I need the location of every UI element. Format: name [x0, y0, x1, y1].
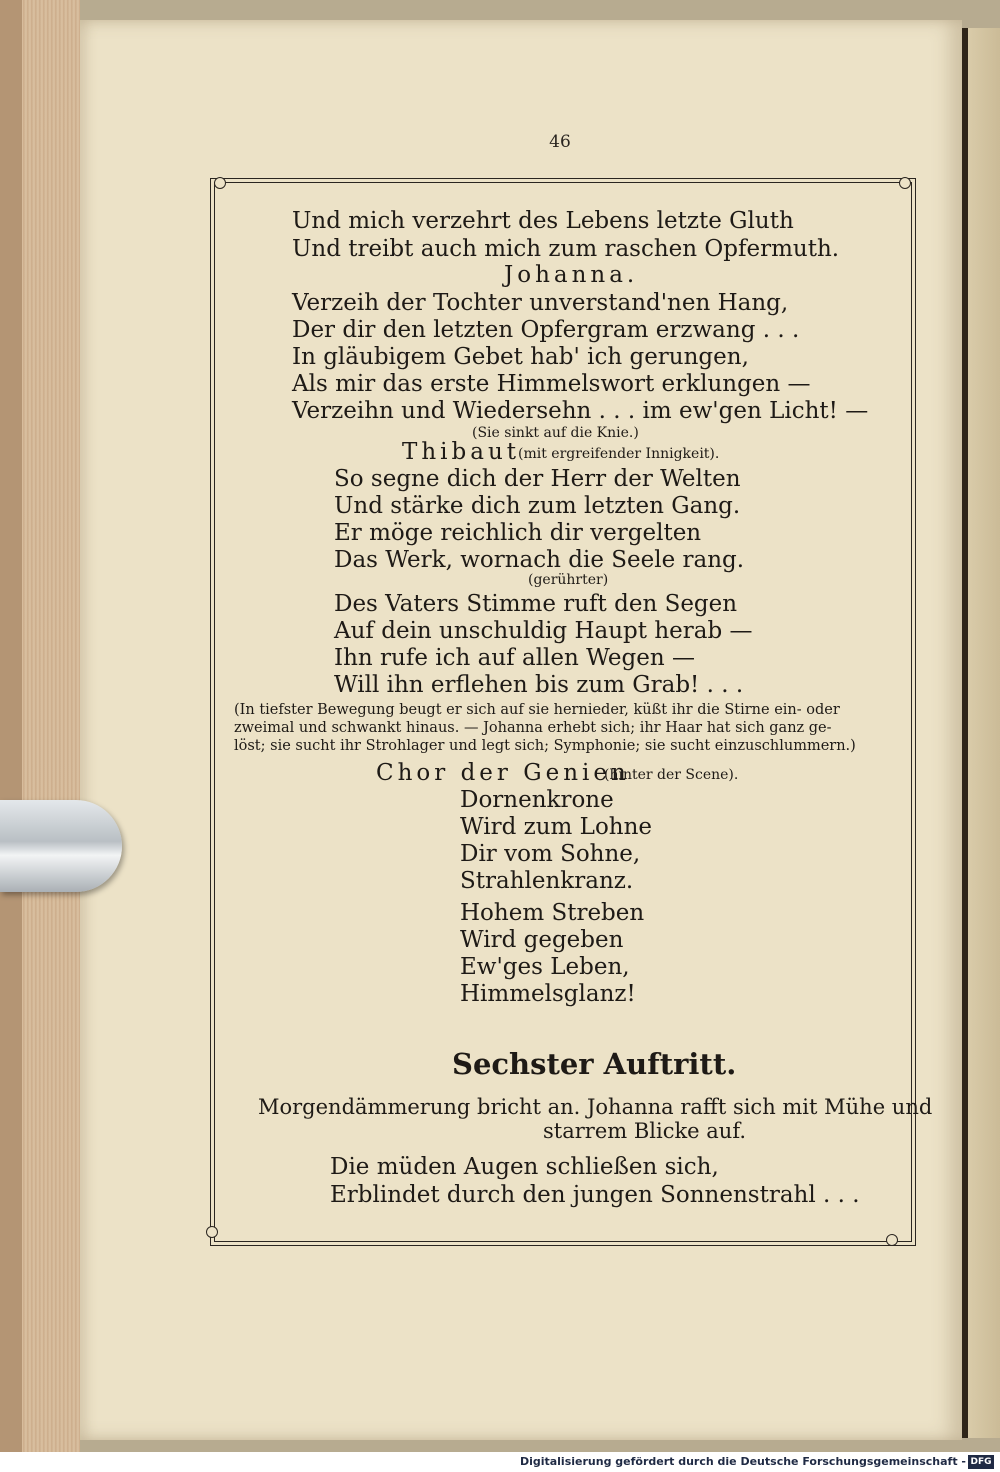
chorus-line: Strahlenkranz. — [460, 868, 634, 894]
verse-line: In gläubigem Gebet hab' ich gerungen, — [292, 344, 749, 370]
verse-line: So segne dich der Herr der Welten — [334, 466, 741, 492]
chorus-line: Wird gegeben — [460, 927, 624, 953]
verse-line: Und treibt auch mich zum raschen Opfermuth. — [292, 236, 840, 262]
scene-heading: Sechster Auftritt. — [452, 1047, 737, 1081]
chorus-line: Hohem Streben — [460, 900, 645, 926]
verse-line: Verzeihn und Wiedersehn . . . im ew'gen Licht! — — [292, 398, 869, 424]
verse-line: Der dir den letzten Opfergram erzwang . . . — [292, 317, 800, 343]
stage-direction: (gerührter) — [528, 572, 609, 588]
verse-line: Auf dein unschuldig Haupt herab — — [334, 618, 753, 644]
verse-line: Erblindet durch den jungen Sonnenstrahl . . . — [330, 1182, 860, 1208]
verse-line: Die müden Augen schließen sich, — [330, 1154, 719, 1180]
stage-direction: (Sie sinkt auf die Knie.) — [472, 425, 639, 441]
chorus-line: Dornenkrone — [460, 787, 614, 813]
verse-line: Als mir das erste Himmelswort erklungen — — [292, 371, 811, 397]
chorus-line: Himmelsglanz! — [460, 981, 636, 1007]
verse-line: Verzeih der Tochter unverstand'nen Hang, — [292, 290, 789, 316]
scene-direction: starrem Blicke auf. — [543, 1119, 747, 1143]
digitization-credit: Digitalisierung gefördert durch die Deutsche Forschungsgemeinschaft - — [519, 1455, 966, 1468]
chorus-line: Wird zum Lohne — [460, 814, 653, 840]
verse-line: Des Vaters Stimme ruft den Segen — [334, 591, 738, 617]
scene-direction: Morgendämmerung bricht an. Johanna rafft sich mit Mühe und — [258, 1095, 933, 1119]
speaker-name: Johanna. — [504, 262, 639, 288]
stage-direction: zweimal und schwankt hinaus. — Johanna erhebt sich; ihr Haar hat sich ganz ge- — [234, 720, 832, 736]
stage-direction: (In tiefster Bewegung beugt er sich auf sie hernieder, küßt ihr die Stirne ein- oder — [234, 702, 840, 718]
chorus-line: Ew'ges Leben, — [460, 954, 630, 980]
verse-line: Will ihn erflehen bis zum Grab! . . . — [334, 672, 744, 698]
speaker-direction: (hinter der Scene). — [604, 767, 739, 783]
verse-line: Er möge reichlich dir vergelten — [334, 520, 702, 546]
dfg-logo: DFG — [968, 1455, 994, 1469]
chorus-line: Dir vom Sohne, — [460, 841, 641, 867]
verse-line: Das Werk, wornach die Seele rang. — [334, 547, 745, 573]
speaker-name: Chor der Genien — [376, 760, 630, 786]
speaker-name: Thibaut — [402, 439, 521, 465]
speaker-direction: (mit ergreifender Innigkeit). — [518, 446, 720, 462]
stage-direction: löst; sie sucht ihr Strohlager und legt sich; Symphonie; sie sucht einzuschlummern.) — [234, 738, 856, 754]
verse-line: Und stärke dich zum letzten Gang. — [334, 493, 741, 519]
verse-line: Ihn rufe ich auf allen Wegen — — [334, 645, 695, 671]
verse-line: Und mich verzehrt des Lebens letzte Gluth — [292, 208, 794, 234]
page-number: 46 — [549, 132, 571, 152]
